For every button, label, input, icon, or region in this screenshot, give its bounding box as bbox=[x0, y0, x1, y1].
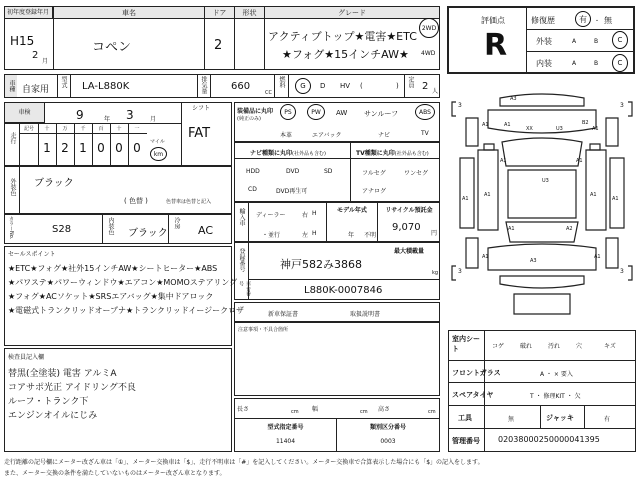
equip-tv: TV bbox=[421, 130, 429, 137]
car-name: コペン bbox=[92, 40, 132, 55]
color-change-note: 色替車は色替と記入 bbox=[166, 199, 212, 205]
diag-label-14: A1 bbox=[612, 196, 619, 202]
tv-type-label bbox=[356, 148, 429, 157]
inspection-year-unit: 年 bbox=[104, 116, 111, 123]
seat-item-4: キズ bbox=[604, 343, 616, 350]
seat-item-3: 穴 bbox=[576, 343, 583, 350]
doors: 2 bbox=[214, 38, 223, 53]
mileage-digit-3: 0 bbox=[97, 141, 105, 155]
mileage-unit-1: 十 bbox=[44, 126, 50, 132]
bracket-rl: 3 bbox=[458, 268, 462, 275]
grade-label: グレード bbox=[265, 7, 439, 19]
fuel-label: 燃料 bbox=[278, 76, 285, 88]
diag-label-11: A1 bbox=[484, 192, 491, 198]
repair-no: 無 bbox=[604, 16, 612, 25]
tv-oneseg: ワンセグ bbox=[404, 170, 429, 177]
rating-value: R bbox=[484, 28, 508, 63]
diag-label-9: U3 bbox=[542, 178, 549, 184]
interior-color: ブラック bbox=[128, 228, 168, 239]
diag-label-13: A1 bbox=[462, 196, 469, 202]
fuel-g: G bbox=[295, 78, 311, 94]
diag-label-6: A1 bbox=[482, 122, 489, 128]
fuel-d: D bbox=[320, 82, 326, 90]
interior-color-label: 内装色 bbox=[107, 217, 114, 235]
inspector-line-4: エンジンオイルにじみ bbox=[8, 411, 98, 421]
inspection-year: 9 bbox=[76, 108, 84, 122]
equip-leather: 本革 bbox=[280, 132, 293, 139]
door-label: ドア bbox=[205, 7, 234, 19]
length-unit: cm bbox=[291, 409, 299, 415]
shift-value: FAT bbox=[188, 126, 211, 141]
navi-type-label bbox=[250, 148, 326, 157]
diag-label-19: A1 bbox=[594, 254, 601, 260]
sales-line-2: ★パワステ★パワーウィンドウ★エアコン★MOMOステアリング bbox=[8, 278, 238, 287]
notes-block bbox=[234, 322, 440, 396]
new-car-warranty: 新車保証書 bbox=[268, 311, 299, 318]
import-label: 輸入車 bbox=[238, 208, 245, 226]
navi-cd: CD bbox=[248, 186, 257, 193]
shift-label: シフト bbox=[192, 105, 211, 112]
model-designation-label: 型式指定番号 bbox=[267, 424, 304, 431]
inspection-label: 車検 bbox=[5, 103, 45, 123]
import-parallel: ・並行 bbox=[262, 232, 281, 239]
notes-label: 注意事項・不具合箇所 bbox=[238, 327, 289, 333]
navi-type-note: (社外品も含む) bbox=[292, 151, 326, 157]
mileage-digit-0: 1 bbox=[43, 141, 51, 155]
model-year-unknown: 不明 bbox=[364, 232, 377, 239]
inspection-month: 3 bbox=[126, 108, 134, 122]
reg-year-label: 初年度登録年月 bbox=[5, 7, 53, 19]
km-unit: km bbox=[150, 147, 167, 161]
diag-label-2: A1 bbox=[504, 122, 511, 128]
capacity-unit: 人 bbox=[432, 88, 439, 95]
plate-label: 登録番号 bbox=[238, 248, 245, 272]
model: LA-L880K bbox=[82, 81, 130, 92]
inspector-line-1: 替黒(全塗装) 電害 アルミA bbox=[8, 369, 117, 379]
diag-label-7: A1 bbox=[592, 126, 599, 132]
manage-no: 02038000250000041395 bbox=[498, 435, 600, 444]
equip-ps: PS bbox=[280, 104, 296, 120]
jack-label: ジャッキ bbox=[546, 414, 574, 422]
exterior-grade-a: A bbox=[572, 38, 577, 45]
capacity-label: 定員 bbox=[407, 76, 414, 88]
repair-dot: ・ bbox=[594, 18, 601, 25]
jack-value: 有 bbox=[604, 416, 611, 423]
manage-label: 管理番号 bbox=[452, 437, 480, 445]
spare-value: T ・ 修理KIT ・ 欠 bbox=[530, 393, 581, 400]
tv-fullseg: フルセグ bbox=[362, 170, 386, 177]
max-load-label: 最大積載量 bbox=[393, 248, 424, 255]
navi-hdd: HDD bbox=[246, 168, 260, 175]
reg-month: 2 bbox=[32, 50, 39, 61]
sales-line-1: ★ETC★フォグ★社外15インチAW★シートヒーター★ABS bbox=[8, 264, 218, 273]
chassis-value: L880K-0007846 bbox=[304, 285, 383, 296]
car-name-label: 車名 bbox=[54, 7, 204, 19]
cc-unit: CC bbox=[265, 90, 272, 96]
plate-value: 神戸582み3868 bbox=[280, 258, 362, 271]
recycle-label: リサイクル預託金 bbox=[385, 207, 433, 214]
equipment-sublabel: (純正のみ) bbox=[237, 116, 261, 122]
width-label: 幅 bbox=[312, 406, 319, 413]
model-designation: 11404 bbox=[275, 438, 296, 445]
recycle-yen: 円 bbox=[431, 230, 438, 237]
drive-4wd: 4WD bbox=[421, 50, 436, 57]
equip-navi: ナビ bbox=[378, 132, 391, 139]
shape-label: 形状 bbox=[235, 7, 264, 19]
category-no-label: 類別区分番号 bbox=[369, 424, 406, 431]
equip-abs: ABS bbox=[415, 104, 435, 120]
exterior-label: 外装 bbox=[536, 37, 552, 46]
footer-line-1: 走行距離の記号欄にメーター改ざん車は「①」、メーター交換車は「$」、走行不明車は「#」を記入してください。メーター交換車で合算表示した場合にも「$」の記入をします。 bbox=[4, 459, 484, 466]
inspector-line-3: ルーフ・トランク下 bbox=[8, 397, 89, 407]
displacement-label: 排気量 bbox=[200, 76, 207, 94]
tools-label: 工具 bbox=[458, 414, 472, 422]
equipment-label: 装備品に丸印 bbox=[237, 108, 274, 115]
category-no: 0003 bbox=[380, 438, 396, 445]
color-no-label: カラーNo. bbox=[8, 216, 14, 240]
windshield-label: フロントガラス bbox=[452, 369, 501, 377]
navi-dvd-play: DVD再生可 bbox=[276, 188, 308, 195]
sales-label: セールスポイント bbox=[8, 251, 56, 258]
import-h-top: H bbox=[312, 210, 317, 217]
mileage-digit-4: 0 bbox=[115, 141, 123, 155]
diag-label-15: A1 bbox=[508, 226, 515, 232]
category-label: 車種 bbox=[5, 75, 17, 97]
height-label: 高さ bbox=[378, 406, 391, 413]
length-label: 長さ bbox=[237, 406, 250, 413]
repair-yes: 有 bbox=[575, 11, 591, 27]
model-year-unit: 年 bbox=[348, 232, 355, 239]
navi-dvd: DVD bbox=[286, 168, 300, 175]
displacement: 660 bbox=[231, 81, 251, 92]
diag-label-8: A1 bbox=[500, 158, 507, 164]
interior-grade-a: A bbox=[572, 60, 577, 67]
diag-label-17: A3 bbox=[530, 258, 537, 264]
diag-label-4: U3 bbox=[556, 126, 563, 132]
diag-label-3: XX bbox=[526, 126, 533, 132]
equip-sunroof: サンルーフ bbox=[364, 110, 399, 118]
reg-month-unit: 月 bbox=[42, 58, 49, 65]
capacity: 2 bbox=[422, 81, 429, 92]
mileage-unit-2: 万 bbox=[62, 126, 68, 132]
inspection-month-unit: 月 bbox=[150, 116, 157, 123]
recycle-value: 9,070 bbox=[392, 222, 421, 233]
exterior-grade-b: B bbox=[594, 38, 599, 45]
navi-type-text: ナビ種類に丸印 bbox=[250, 150, 293, 157]
interior-grade-c: C bbox=[612, 54, 628, 72]
bracket-fr: 3 bbox=[620, 102, 624, 109]
ac-value: AC bbox=[198, 224, 214, 237]
color-label: 外装色 bbox=[9, 178, 16, 196]
model-year-label: モデル年式 bbox=[337, 207, 367, 214]
equip-pw: PW bbox=[307, 104, 325, 120]
usage: 自家用 bbox=[22, 85, 50, 95]
inspector-label: 検査員記入欄 bbox=[8, 354, 45, 361]
mileage-digit-5: 0 bbox=[133, 141, 141, 155]
import-left: 左 bbox=[302, 232, 309, 239]
fuel-paren-close: ) bbox=[396, 82, 399, 90]
car-diagram-svg bbox=[448, 88, 636, 324]
seat-item-1: 破れ bbox=[520, 343, 533, 350]
equip-airbag: エアバック bbox=[312, 132, 342, 139]
grade-line2: ★フォグ★15インチAW★ bbox=[282, 48, 409, 61]
width-unit: cm bbox=[360, 409, 368, 415]
import-h-bottom: H bbox=[312, 230, 317, 237]
bracket-fl: 3 bbox=[458, 102, 462, 109]
car-diagram bbox=[448, 88, 636, 324]
rating-label: 評価点 bbox=[481, 16, 505, 25]
windshield-value: A ・ × 要入 bbox=[540, 371, 573, 378]
interior-grade-b: B bbox=[594, 60, 599, 67]
color-no: S28 bbox=[52, 224, 72, 235]
spare-label: スペアタイヤ bbox=[452, 391, 494, 399]
grade-line1: アクティブトップ★電害★ETC bbox=[268, 30, 417, 43]
diag-label-10: A1 bbox=[576, 158, 583, 164]
tv-analog: アナログ bbox=[362, 188, 387, 195]
sales-line-3: ★フォグ★ACソケット★SRSエアバッグ★集中ドアロック bbox=[8, 292, 214, 301]
color-value: ブラック bbox=[34, 178, 74, 189]
bracket-rr: 3 bbox=[620, 268, 624, 275]
mileage-label: 走行 bbox=[9, 132, 16, 144]
fuel-paren-open: ( bbox=[360, 82, 363, 90]
color-change-paren: ( 色替 ) bbox=[124, 197, 148, 205]
mileage-unit-6: 一 bbox=[134, 126, 140, 132]
mileage-unit-0: 記号 bbox=[23, 126, 34, 132]
tv-type-note: (社外品も含む) bbox=[394, 151, 429, 157]
diag-label-16: A2 bbox=[566, 226, 573, 232]
diag-label-12: A1 bbox=[590, 192, 597, 198]
seat-label: 室内シート bbox=[452, 335, 480, 353]
fuel-hv: HV bbox=[340, 82, 351, 90]
max-load-unit: kg bbox=[432, 270, 439, 276]
tools-value: 無 bbox=[508, 416, 515, 423]
mileage-digit-1: 2 bbox=[61, 141, 69, 155]
import-dealer: ディーラー bbox=[256, 212, 286, 219]
reg-year: H15 bbox=[10, 34, 35, 48]
interior-label: 内装 bbox=[536, 59, 552, 68]
import-right: 右 bbox=[302, 212, 309, 219]
mileage-digit-2: 1 bbox=[79, 141, 87, 155]
drive-2wd: 2WD bbox=[419, 18, 439, 38]
mileage-unit-4: 百 bbox=[98, 126, 104, 132]
exterior-grade-c: C bbox=[612, 31, 628, 49]
mileage-unit-3: 千 bbox=[80, 126, 86, 132]
diag-label-5: B2 bbox=[582, 120, 589, 126]
tv-type-text: TV種類に丸印 bbox=[356, 150, 395, 157]
seat-item-0: コゲ bbox=[492, 343, 505, 350]
model-label: 型式 bbox=[60, 76, 67, 88]
ac-label: 冷房 bbox=[173, 217, 180, 229]
footer-line-2: また、メーター交換の条件を満たしていないものはメーター改ざん車となります。 bbox=[4, 470, 226, 477]
chassis-label: 車台番号 bbox=[238, 281, 251, 296]
seat-item-2: 汚れ bbox=[548, 343, 561, 350]
navi-sd: SD bbox=[324, 168, 333, 175]
equip-aw: AW bbox=[336, 109, 348, 117]
sales-line-4: ★電磁式トランクリッドオープナ★トランクリッドイージークロザ bbox=[8, 306, 245, 315]
inspector-line-2: コアサポ光正 アイドリング不良 bbox=[8, 383, 136, 393]
owner-manual: 取扱説明書 bbox=[350, 311, 381, 318]
diag-label-1: A3 bbox=[510, 96, 517, 102]
mileage-unit-5: 十 bbox=[116, 126, 122, 132]
diag-label-18: A1 bbox=[482, 254, 489, 260]
height-unit: cm bbox=[428, 409, 436, 415]
repair-label: 修復歴 bbox=[531, 16, 555, 25]
mile-label: マイル bbox=[150, 139, 165, 145]
warranty-block bbox=[234, 302, 440, 322]
